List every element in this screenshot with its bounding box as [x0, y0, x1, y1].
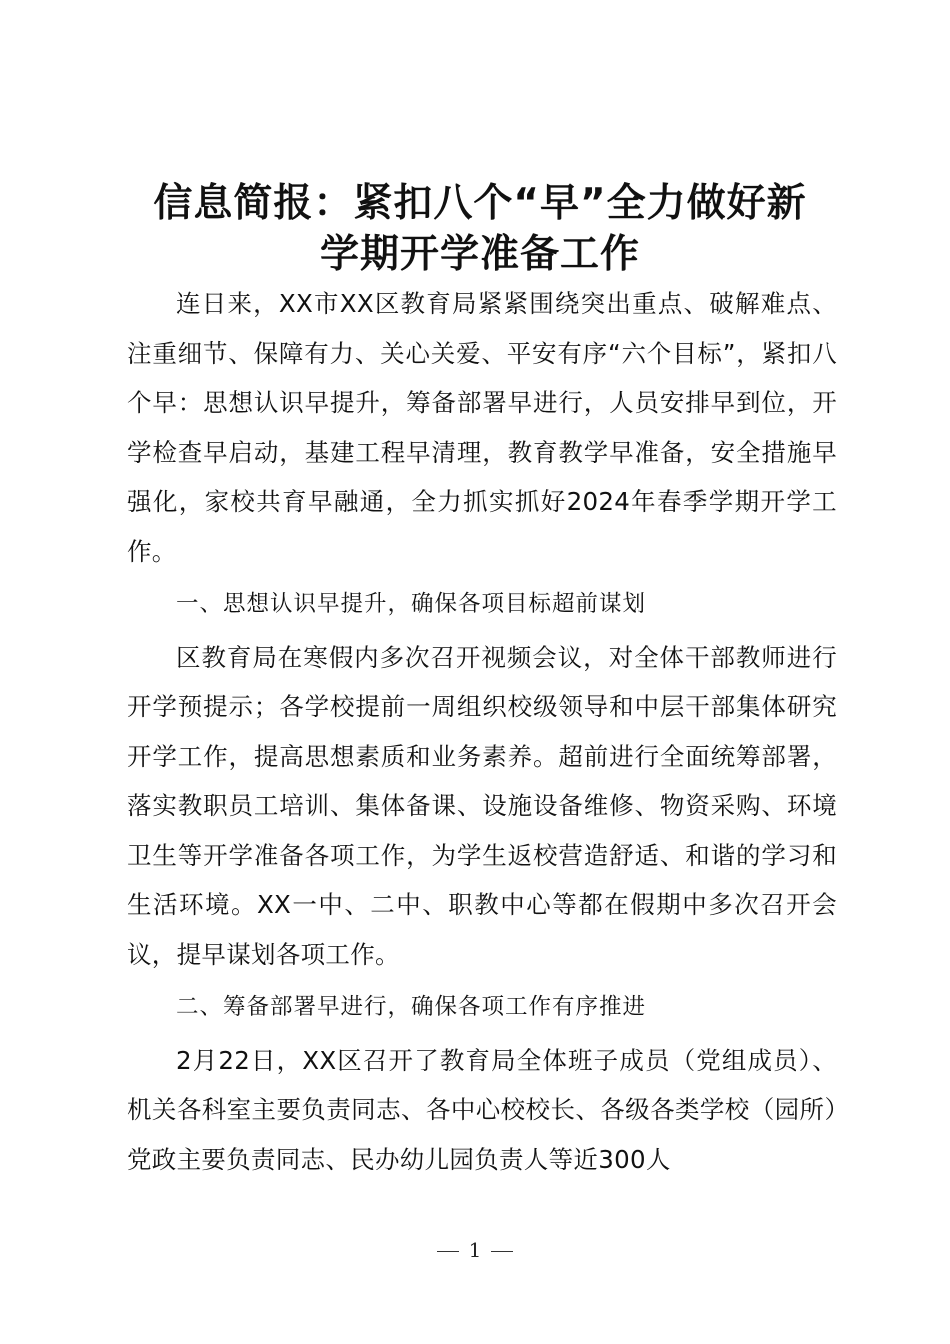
page-footer [0, 1238, 950, 1262]
section-heading-2: 二、筹备部署早进行，确保各项工作有序推进 [176, 994, 647, 1020]
document-title [110, 178, 850, 280]
section-2-paragraph: 2月22日，XX区召开了教育局全体班子成员（党组成员）、机关各科室主要负责同志、各中心校校长、各级各类学校（园所）党政主要负责同志、民办幼儿园负责人等近300人 [127, 1045, 837, 1174]
intro-paragraph: 连日来，XX市XX区教育局紧紧围绕突出重点、破解难点、注重细节、保障有力、关心关爱、平安有序“六个目标”，紧扣八个早：思想认识早提升，筹备部署早进行，人员安排早到位，开学检查早启动，基建工程早清理，教育教学早准备，安全措施早强化，家校共育早融通，全力抓实抓好2024年春季学期开学工作。 [127, 289, 837, 566]
footer-dash-right [491, 1251, 513, 1252]
footer-dash-left [437, 1251, 459, 1252]
page-number: 1 [468, 1238, 482, 1262]
section-heading-1: 一、思想认识早提升，确保各项目标超前谋划 [176, 591, 647, 617]
title-line-2: 学期开学准备工作 [319, 232, 640, 277]
section-1-paragraph: 区教育局在寒假内多次召开视频会议，对全体干部教师进行开学预提示；各学校提前一周组织校级领导和中层干部集体研究开学工作，提高思想素质和业务素养。超前进行全面统筹部署，落实教职员工培训、集体备课、设施设备维修、物资采购、环境卫生等开学准备各项工作，为学生返校营造舒适、和谐的学习和生活环境。XX一中、二中、职教中心等都在假期中多次召开会议，提早谋划各项工作。 [127, 642, 837, 969]
title-line-1: 信息简报：紧扣八个“早”全力做好新 [153, 181, 807, 226]
document-body [127, 279, 837, 1184]
